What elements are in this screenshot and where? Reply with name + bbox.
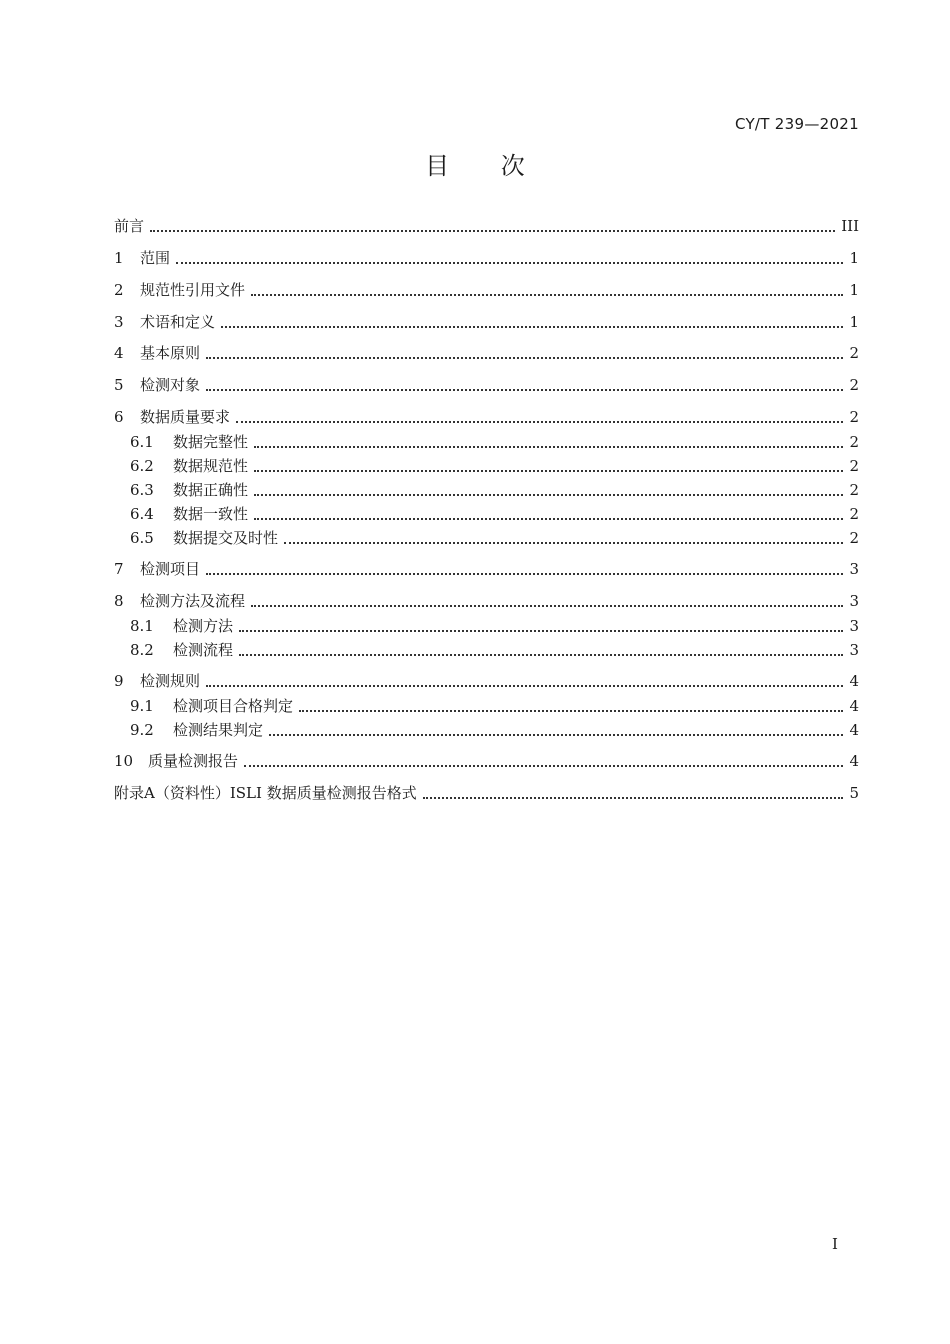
- toc-label: 附录A（资料性）ISLI 数据质量检测报告格式: [114, 784, 417, 802]
- toc-number: 6.3: [130, 481, 154, 499]
- toc-leader: [423, 797, 844, 799]
- toc-number: 2: [114, 281, 124, 299]
- toc-label: 规范性引用文件: [140, 281, 246, 299]
- toc-label: 质量检测报告: [148, 752, 239, 770]
- toc-entry-9-2[interactable]: [130, 720, 859, 740]
- toc-entry-7[interactable]: [114, 559, 859, 579]
- toc-page: III: [841, 217, 859, 235]
- toc-entry-appendix-a[interactable]: [114, 783, 859, 803]
- toc-label: 基本原则: [140, 344, 201, 362]
- toc-label: 数据质量要求: [140, 408, 231, 426]
- toc-leader: [239, 654, 843, 656]
- toc-number: 6.2: [130, 457, 154, 475]
- toc-entry-6-4[interactable]: [130, 504, 859, 524]
- toc-leader: [251, 294, 843, 296]
- toc-page: 1: [849, 313, 859, 331]
- toc-leader: [299, 710, 843, 712]
- toc-number: 6.4: [130, 505, 154, 523]
- toc-label: 检测结果判定: [173, 721, 264, 739]
- toc-number: 9.1: [130, 697, 154, 715]
- toc-number: 1: [114, 249, 124, 267]
- toc-number: 8.2: [130, 641, 154, 659]
- toc-leader: [206, 685, 843, 687]
- toc-page: 3: [849, 641, 859, 659]
- toc-leader: [251, 605, 843, 607]
- toc-label: 检测规则: [140, 672, 201, 690]
- toc-page: 2: [849, 457, 859, 475]
- toc-number: 7: [114, 560, 124, 578]
- toc-number: 3: [114, 313, 124, 331]
- toc-page: 2: [849, 376, 859, 394]
- toc-entry-2[interactable]: [114, 280, 859, 300]
- toc-page: 1: [849, 281, 859, 299]
- toc-number: 6.5: [130, 529, 154, 547]
- toc-label: 检测项目: [140, 560, 201, 578]
- toc-page: 5: [849, 784, 859, 802]
- toc-entry-9-1[interactable]: [130, 696, 859, 716]
- toc-leader: [206, 357, 843, 359]
- page-title: 目 次: [425, 152, 525, 180]
- toc-entry-8-1[interactable]: [130, 616, 859, 636]
- toc-entry-foreword[interactable]: [114, 216, 859, 236]
- toc-label: 检测方法: [173, 617, 234, 635]
- toc-label: 检测项目合格判定: [173, 697, 294, 715]
- toc-label: 术语和定义: [140, 313, 216, 331]
- toc-leader: [254, 446, 843, 448]
- toc-leader: [221, 326, 843, 328]
- toc-leader: [254, 470, 843, 472]
- toc-page: 3: [849, 617, 859, 635]
- toc-page: 2: [849, 529, 859, 547]
- toc-leader: [269, 734, 843, 736]
- toc-page: 2: [849, 433, 859, 451]
- toc-page: 4: [849, 672, 859, 690]
- toc-leader: [206, 389, 843, 391]
- toc-page: 1: [849, 249, 859, 267]
- toc-page: 4: [849, 752, 859, 770]
- toc-entry-8[interactable]: [114, 591, 859, 611]
- toc-leader: [239, 630, 843, 632]
- toc-entry-10[interactable]: [114, 751, 859, 771]
- toc-entry-6-3[interactable]: [130, 480, 859, 500]
- toc-label: 检测流程: [173, 641, 234, 659]
- toc-leader: [150, 230, 835, 232]
- toc-number: 8: [114, 592, 124, 610]
- toc-page: 3: [849, 560, 859, 578]
- toc-page: 2: [849, 505, 859, 523]
- toc-label: 前言: [114, 217, 145, 235]
- toc-page: 2: [849, 481, 859, 499]
- page-number: I: [832, 1235, 838, 1253]
- toc-leader: [206, 573, 843, 575]
- toc-page: 4: [849, 697, 859, 715]
- toc-entry-6-5[interactable]: [130, 528, 859, 548]
- toc-leader: [176, 262, 843, 264]
- toc-number: 9: [114, 672, 124, 690]
- toc-page: 3: [849, 592, 859, 610]
- toc-entry-3[interactable]: [114, 312, 859, 332]
- toc-number: 4: [114, 344, 124, 362]
- toc-number: 8.1: [130, 617, 154, 635]
- toc-leader: [254, 494, 843, 496]
- toc-leader: [236, 421, 843, 423]
- toc-number: 6.1: [130, 433, 154, 451]
- toc-entry-1[interactable]: [114, 248, 859, 268]
- toc-label: 数据规范性: [173, 457, 249, 475]
- toc-leader: [284, 542, 843, 544]
- toc-number: 10: [114, 752, 134, 770]
- toc-leader: [244, 765, 843, 767]
- toc-number: 6: [114, 408, 124, 426]
- toc-entry-6[interactable]: [114, 407, 859, 427]
- toc-label: 检测对象: [140, 376, 201, 394]
- toc-page: 2: [849, 408, 859, 426]
- toc-entry-6-2[interactable]: [130, 456, 859, 476]
- toc-leader: [254, 518, 843, 520]
- toc-number: 5: [114, 376, 124, 394]
- toc-entry-6-1[interactable]: [130, 432, 859, 452]
- toc-entry-4[interactable]: [114, 343, 859, 363]
- toc-page: 4: [849, 721, 859, 739]
- standard-number: CY/T 239—2021: [734, 115, 859, 133]
- toc-entry-8-2[interactable]: [130, 640, 859, 660]
- toc-label: 数据完整性: [173, 433, 249, 451]
- toc-page: 2: [849, 344, 859, 362]
- toc-label: 数据提交及时性: [173, 529, 279, 547]
- toc-number: 9.2: [130, 721, 154, 739]
- toc-label: 数据一致性: [173, 505, 249, 523]
- toc-entry-5[interactable]: [114, 375, 859, 395]
- toc-label: 范围: [140, 249, 171, 267]
- toc-entry-9[interactable]: [114, 671, 859, 691]
- toc-label: 数据正确性: [173, 481, 249, 499]
- toc-label: 检测方法及流程: [140, 592, 246, 610]
